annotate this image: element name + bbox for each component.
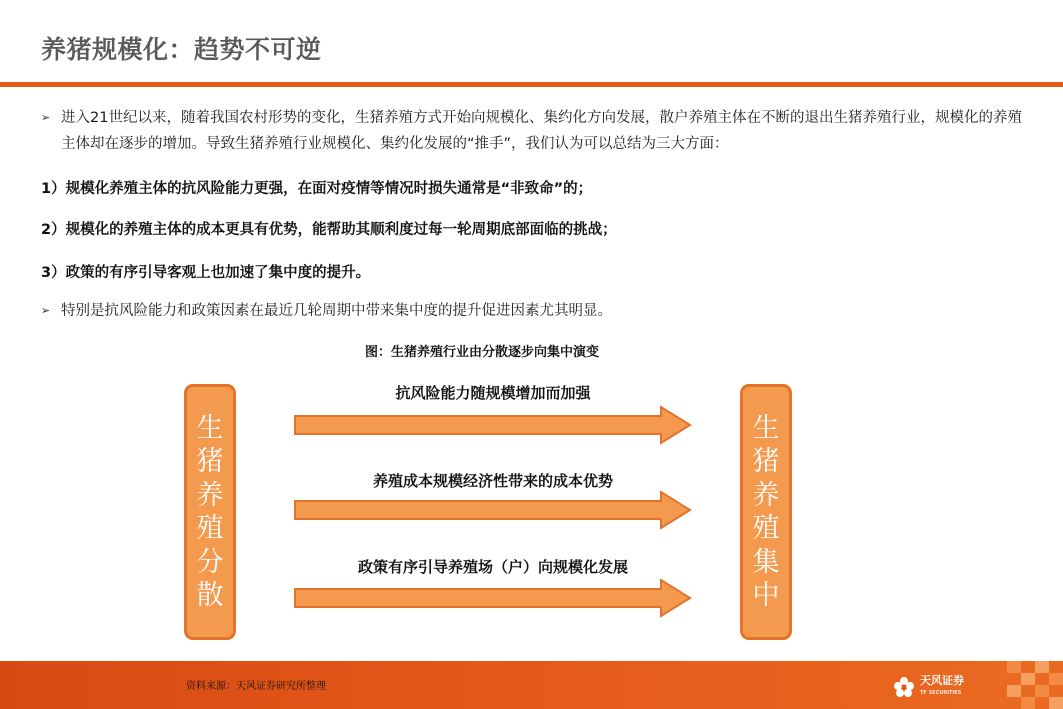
decorative-checker-pattern [995,661,1063,709]
bullet-note-text: 特别是抗风险能力和政策因素在最近几轮周期中带来集中度的提升促进因素尤其明显。 [61,303,612,319]
bullet-note [41,298,1036,324]
arrow-bullet-icon: ➢ [41,304,51,317]
logo-subtitle: TF SECURITIES [920,690,962,696]
right-box-concentrated [740,384,792,640]
arrow-label-2: 养殖成本规模经济性带来的成本优势 [372,472,613,490]
point-3: 3）政策的有序引导客观上也加速了集中度的提升。 [41,265,371,281]
arrow-bullet-icon: ➢ [41,111,51,124]
arrow-right-icon [293,578,693,618]
page-title: 养猪规模化：趋势不可逆 [41,35,322,64]
left-box-label: 生猪养殖分散 [196,412,224,611]
arrow-label-3: 政策有序引导养殖场（户）向规模化发展 [357,558,628,576]
bullet-intro-text: 进入21世纪以来，随着我国农村形势的变化，生猪养殖方式开始向规模化、集约化方向发展，散户养殖主体在不断的退出生猪养殖行业，规模化的养殖主体却在逐步的增加。导致生猪养殖行业规模化、集约化发展的“推手”，我们认为可以总结为三大方面： [61,110,1022,152]
figure-caption: 图：生猪养殖行业由分散逐步向集中演变 [364,345,599,360]
arrow-right-icon [293,405,693,445]
company-logo [892,673,964,701]
flower-logo-icon [892,675,916,699]
point-2: 2）规模化的养殖主体的成本更具有优势，能帮助其顺利度过每一轮周期底部面临的挑战； [41,222,617,238]
left-box-dispersed [184,384,236,640]
bullet-intro [41,105,1036,157]
point-1: 1）规模化养殖主体的抗风险能力更强，在面对疫情等情况时损失通常是“非致命”的； [41,181,593,197]
right-box-label: 生猪养殖集中 [752,412,780,611]
logo-name: 天风证券 [920,674,964,687]
arrow-label-1: 抗风险能力随规模增加而加强 [395,384,591,402]
arrow-right-icon [293,490,693,530]
title-divider [0,82,1063,87]
source-note: 资料来源：天风证券研究所整理 [186,681,326,692]
